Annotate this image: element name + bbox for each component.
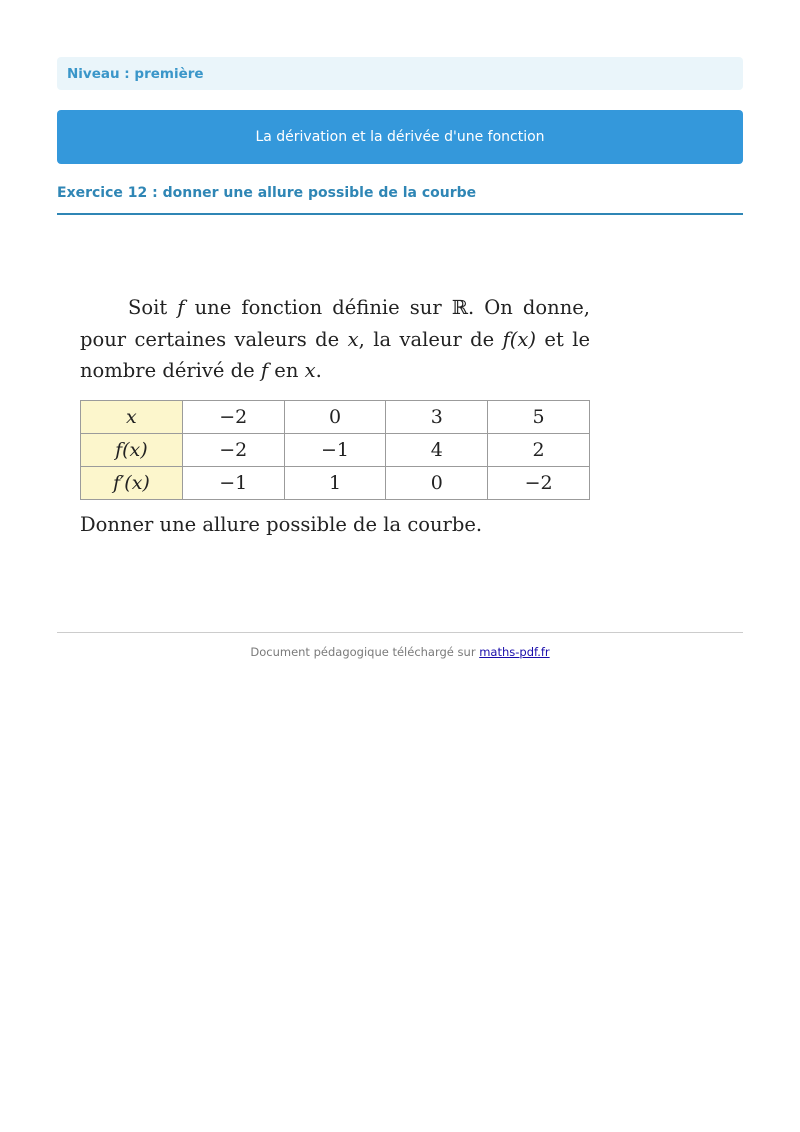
table-cell: −2 — [182, 433, 284, 466]
footer-text: Document pédagogique téléchargé sur — [250, 645, 480, 659]
table-cell: 3 — [386, 400, 488, 433]
table-cell: 5 — [488, 400, 590, 433]
exercise-statement — [80, 292, 590, 387]
chapter-title: La dérivation et la dérivée d'une fonction — [255, 129, 545, 145]
table-cell: −2 — [182, 400, 284, 433]
table-cell: 4 — [386, 433, 488, 466]
math-variable: x — [304, 359, 316, 382]
statement-text: . — [315, 359, 322, 382]
table-row-header: x — [81, 400, 183, 433]
table-cell: 2 — [488, 433, 590, 466]
statement-text: une fonction définie sur ℝ. On donne, pour certaines valeurs de — [80, 296, 590, 351]
table-cell: −2 — [488, 466, 590, 499]
values-table — [80, 400, 590, 500]
math-variable: x — [347, 327, 359, 351]
footer-link[interactable]: maths-pdf.fr — [479, 645, 550, 659]
chapter-title-banner — [57, 110, 743, 164]
table-row-header: f′(x) — [81, 466, 183, 499]
level-bar — [57, 57, 743, 90]
exercise-content — [80, 292, 590, 538]
exercise-heading — [57, 185, 743, 215]
table-cell: 0 — [284, 400, 386, 433]
level-label: Niveau : première — [67, 65, 204, 82]
table-cell: 0 — [386, 466, 488, 499]
footer — [57, 645, 743, 659]
statement-text: en — [268, 359, 305, 382]
values-table-body — [81, 400, 590, 499]
table-cell: −1 — [182, 466, 284, 499]
footer-divider — [57, 632, 743, 633]
table-row — [81, 466, 590, 499]
table-cell: −1 — [284, 433, 386, 466]
math-variable: f — [260, 359, 269, 382]
table-row-header: f(x) — [81, 433, 183, 466]
table-cell: 1 — [284, 466, 386, 499]
statement-text: , la valeur de — [358, 327, 503, 351]
exercise-title: Exercice 12 : donner une allure possible de la courbe — [57, 185, 477, 201]
exercise-question: Donner une allure possible de la courbe. — [80, 512, 483, 536]
math-variable: f — [177, 296, 185, 319]
statement-text: Soit — [128, 296, 178, 319]
table-row — [81, 433, 590, 466]
statement-text: et le nombre dérivé de — [80, 327, 590, 382]
math-expression: f(x) — [502, 327, 537, 351]
table-row — [81, 400, 590, 433]
